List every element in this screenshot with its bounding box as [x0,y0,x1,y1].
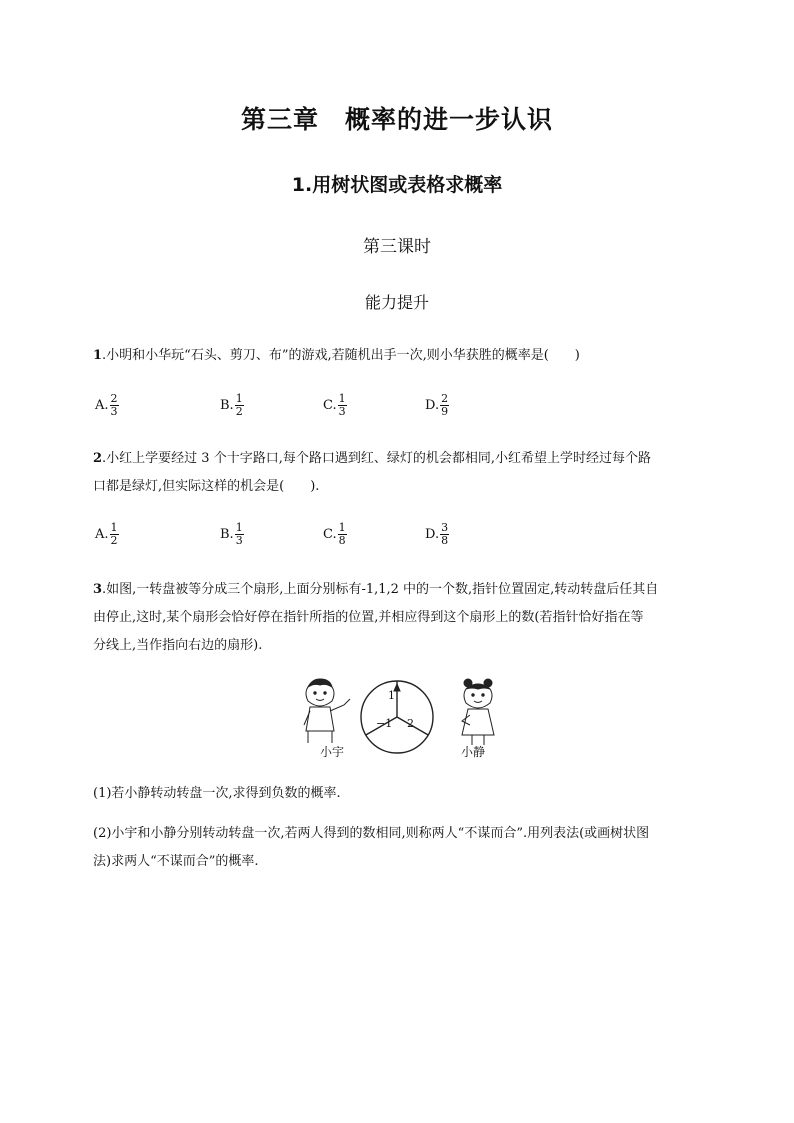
question-2-option-b[interactable] [220,522,244,547]
question-1-option-c[interactable] [323,393,347,418]
option-fraction: $\frac{1}{2}$ [110,521,118,547]
girl-illustration [462,679,494,745]
question-3-line-1: 3.如图,一转盘被等分成三个扇形,上面分别标有-1,1,2 中的一个数,指针位置固定,转动转盘后任其自 [93,582,659,597]
level-title: 能力提升 [364,293,429,312]
question-1-number: 1 [93,348,103,363]
option-letter: D. [425,398,440,413]
question-1-text: .小明和小华玩“石头、剪刀、布”的游戏,若随机出手一次,则小华获胜的概率是( ) [102,348,580,363]
option-letter: C. [323,527,337,542]
option-letter: C. [323,398,337,413]
option-letter: D. [425,527,440,542]
question-2-option-a[interactable] [95,522,119,547]
option-fraction: $\frac{2}{9}$ [441,392,449,418]
option-letter: B. [220,527,234,542]
option-letter: A. [95,527,109,542]
question-1-option-d[interactable] [425,393,449,418]
question-3-part-1: (1)若小静转动转盘一次,求得到负数的概率. [93,786,341,801]
boy-caption: 小宇 [320,745,345,759]
question-1-option-a[interactable] [95,393,119,418]
question-2 [93,445,699,501]
question-1-option-b[interactable] [220,393,244,418]
section-title: 1.用树状图或表格求概率 [291,174,503,196]
lesson-title: 第三课时 [363,237,431,257]
option-fraction: $\frac{1}{3}$ [235,521,243,547]
question-1 [93,342,699,370]
option-fraction: $\frac{3}{8}$ [441,521,449,547]
sector-label-2: 2 [407,717,414,730]
question-3 [93,576,699,660]
question-3-line-3: 分线上,当作指向右边的扇形). [93,638,263,653]
question-2-option-d[interactable] [425,522,449,547]
option-fraction: $\frac{1}{3}$ [338,392,346,418]
question-3-part-2-line-1: (2)小宇和小静分别转动转盘一次,若两人得到的数相同,则称两人“不谋而合”.用列表法(或画树状图 [93,826,650,841]
option-fraction: $\frac{1}{2}$ [235,392,243,418]
spinner-figure [290,675,505,765]
boy-illustration [304,679,350,743]
question-2-line-1: 2.小红上学要经过 3 个十字路口,每个路口遇到红、绿灯的机会都相同,小红希望上学时经过每个路 [93,451,651,466]
option-fraction: $\frac{1}{8}$ [338,521,346,547]
question-3-part-2-line-2: 法)求两人“不谋而合”的概率. [93,854,259,869]
sector-label-neg1: −1 [376,717,393,730]
option-letter: A. [95,398,109,413]
question-3-part-2 [93,820,699,876]
option-letter: B. [220,398,234,413]
option-fraction: $\frac{2}{3}$ [110,392,118,418]
question-3-line-2: 由停止,这时,某个扇形会恰好停在指针所指的位置,并相应得到这个扇形上的数(若指针恰好指在等 [93,610,644,625]
sector-label-1: 1 [388,689,395,702]
question-2-option-c[interactable] [323,522,347,547]
question-2-line-2: 口都是绿灯,但实际这样的机会是( ). [93,479,320,494]
girl-caption: 小静 [461,745,486,759]
chapter-title: 第三章 概率的进一步认识 [240,105,553,134]
